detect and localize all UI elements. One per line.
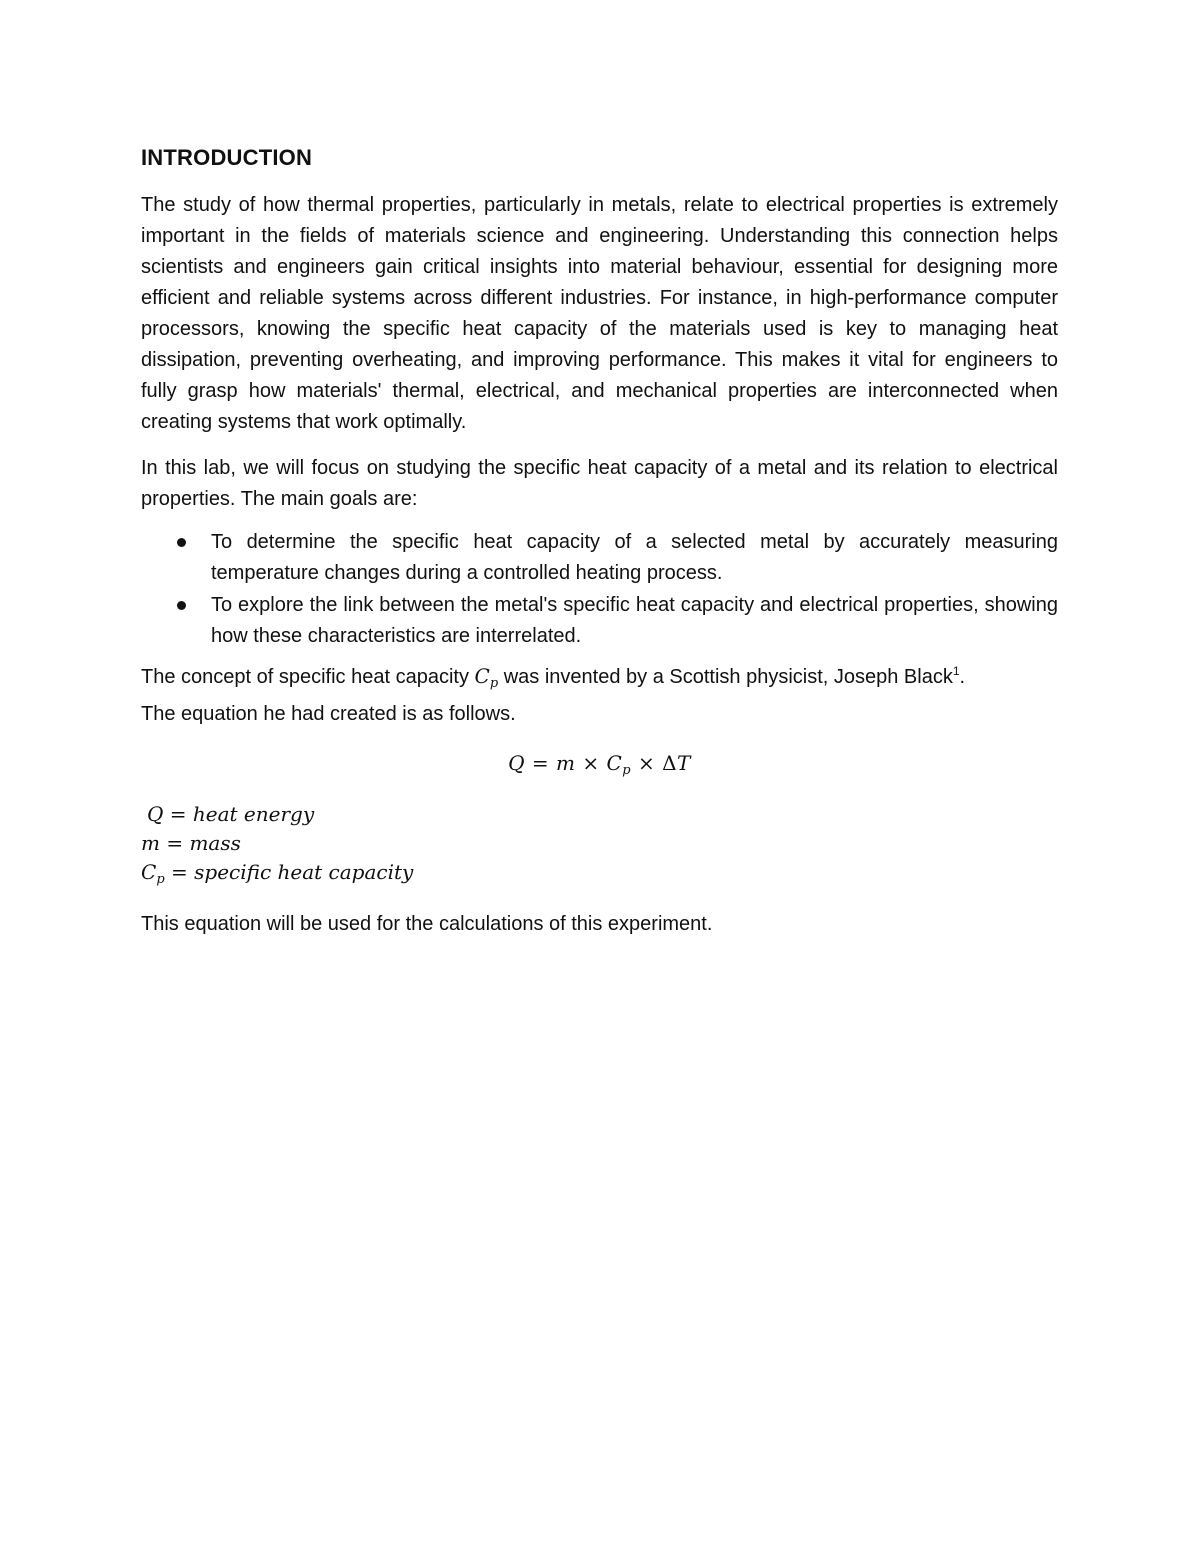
cp-symbol: $C_p$	[474, 664, 499, 691]
equation-intro: The equation he had created is as follows.	[141, 703, 516, 725]
list-item	[141, 527, 1058, 589]
concept-text-before: The concept of specific heat capacity	[141, 666, 475, 688]
page-content	[141, 140, 1058, 940]
footnote-reference[interactable]: 1	[952, 664, 960, 678]
variable-definitions	[141, 800, 1058, 894]
goal-text: To determine the specific heat capacity of a selected metal by accurately measuring temperature changes during a controlled heating process.	[211, 531, 1058, 584]
bullet-icon	[177, 538, 186, 547]
concept-text-after: was invented by a Scottish physicist, Joseph Black	[498, 666, 953, 688]
heat-equation: $Q = m \times C_p \times \Delta T$	[508, 751, 691, 778]
closing-paragraph: This equation will be used for the calculations of this experiment.	[141, 913, 713, 935]
definition-mass: m = mass	[141, 831, 241, 855]
goals-list	[141, 527, 1058, 652]
list-item	[141, 590, 1058, 652]
definition-heat: Q = heat energy	[147, 802, 315, 826]
goal-text: To explore the link between the metal's specific heat capacity and electrical properties, showing how these characteristics are interrelated.	[211, 594, 1058, 647]
intro-paragraph: The study of how thermal properties, particularly in metals, relate to electrical properties is extremely important in the fields of materials science and engineering. Understanding this connection helps scientists and engineers gain critical insights into material behaviour, essential for designing more efficient and reliable systems across different industries. For instance, in high-performance computer processors, knowing the specific heat capacity of the materials used is key to managing heat dissipation, preventing overheating, and improving performance. This makes it vital for engineers to fully grasp how materials' thermal, electrical, and mechanical properties are interconnected when creating systems that work optimally.	[141, 194, 1058, 433]
goals-intro-paragraph: In this lab, we will focus on studying the specific heat capacity of a metal and its relation to electrical properties. The main goals are:	[141, 457, 1058, 510]
concept-paragraph: The concept of specific heat capacity $C_p$ was invented by a Scottish physicist, Joseph Black$^1$.	[141, 664, 966, 691]
section-heading: INTRODUCTION	[141, 145, 313, 170]
bullet-icon	[177, 601, 186, 610]
definition-cp: $C_p$ = specific heat capacity	[141, 860, 414, 887]
